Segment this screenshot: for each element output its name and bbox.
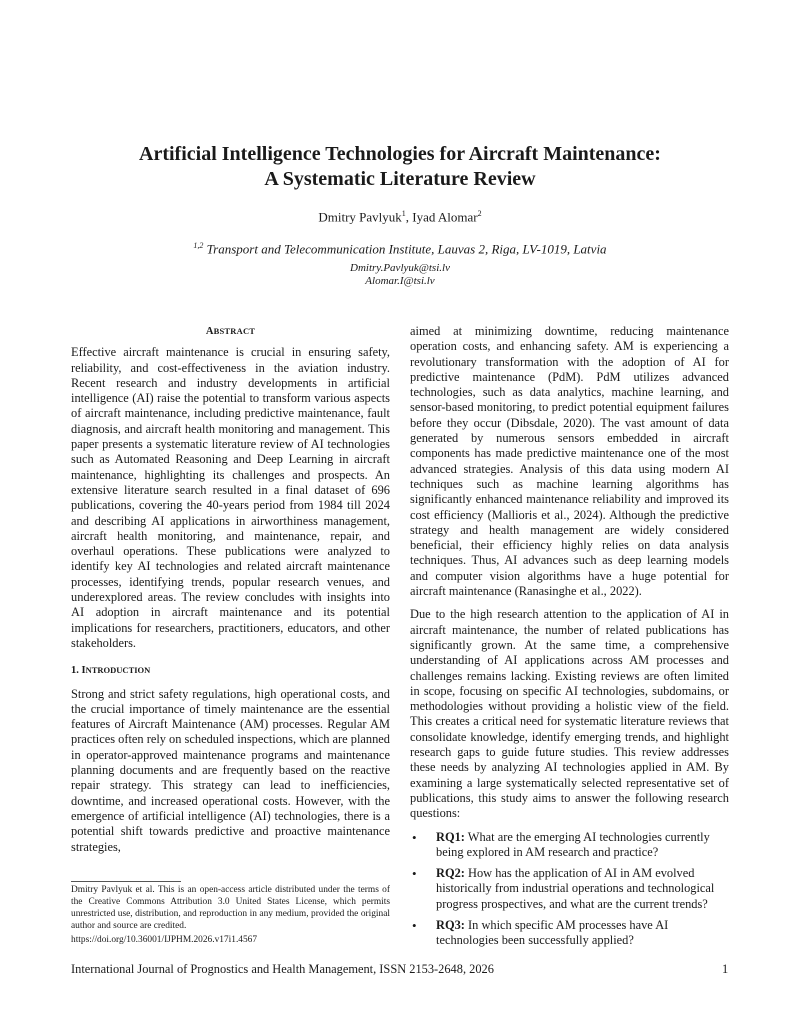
affiliation-marks: 1,2 <box>193 241 204 250</box>
bullet-icon: • <box>412 917 417 933</box>
footnote-divider <box>71 881 181 882</box>
research-question-2 <box>410 866 729 912</box>
page-number: 1 <box>722 962 729 976</box>
abstract-heading <box>71 324 390 339</box>
affiliation-text: Transport and Telecommunication Institute, Lauvas 2, Riga, LV-1019, Latvia <box>206 241 607 257</box>
email-2: Alomar.I@tsi.lv <box>365 275 435 287</box>
abstract-heading-rest: BSTRACT <box>213 326 256 336</box>
author-emails <box>0 262 800 288</box>
introduction-heading <box>71 663 390 678</box>
license-footnote: Dmitry Pavlyuk et al. This is an open-access article distributed under the terms of the Creative Commons Attribution 3.0 United States License, which permits unrestricted use, distribution, and reproduction in any medium, provided the original author and source are credited. <box>71 885 390 931</box>
title-line-1: Artificial Intelligence Technologies for Aircraft Maintenance: <box>139 143 661 165</box>
rq-label: RQ3: <box>436 917 465 932</box>
rq-text: In which specific AM processes have AI technologies been successfully applied? <box>436 917 669 948</box>
doi-link[interactable]: https://doi.org/10.36001/IJPHM.2026.v17i1.4567 <box>71 935 258 945</box>
intro-paragraph-2: Due to the high research attention to the application of AI in aircraft maintenance, the number of related publications has significantly grown. At the same time, a comprehensive understanding of AI applications across AM processes and challenges remains lacking. Existing reviews are often limited in scope, focusing on specific AI technologies, subdomains, or methodologies without providing a holistic view of the field. This creates a critical need for systematic literature reviews that consolidate knowledge, identify emerging trends, and highlight research gaps to guide future studies. This review addresses these needs by analyzing AI technologies applied in AM. By examining a large systematically selected representative set of publications, this study aims to answer the following research questions: <box>410 607 729 821</box>
author-2: Iyad Alomar <box>412 209 478 225</box>
rq-text: How has the application of AI in AM evolved historically from industrial operations and technological progress prospectives, and what are the current trends? <box>436 866 715 911</box>
rq-label: RQ1: <box>436 829 465 844</box>
research-question-3 <box>410 918 729 949</box>
author-separator: , <box>405 209 413 225</box>
abstract-text: Effective aircraft maintenance is crucial in ensuring safety, reliability, and cost-effectiveness in the aviation industry. Recent research and industry developments in artificial intelligence (AI) raise the potential to transform various aspects of aircraft maintenance, including predictive maintenance, fault diagnosis, and aircraft health monitoring and management. This paper presents a systematic literature review of AI technologies such as Automated Reasoning and Deep Learning in aircraft maintenance, highlighting its challenges and prospects. An extensive literature search resulted in a final dataset of 696 publications, covering the 40-years period from 1984 till 2024 and describing AI applications in airworthiness management, aircraft health monitoring, and maintenance, repair, and overhaul operations. These publications were analyzed to identify key AI technologies and related aircraft maintenance processes, identifying trends, popular research venues, and underexplored areas. The review concludes with insights into AI adoption in aircraft maintenance and its potential implications for researchers, practitioners, educators, and other stakeholders. <box>71 345 390 650</box>
rq-text: What are the emerging AI technologies currently being explored in AM research and practice? <box>436 829 710 859</box>
research-question-1 <box>410 830 729 861</box>
introduction-heading-num: 1. I <box>71 665 86 677</box>
introduction-heading-rest: NTRODUCTION <box>85 665 151 676</box>
author-2-affil-mark: 2 <box>477 209 482 218</box>
intro-paragraph-1-continued: aimed at minimizing downtime, reducing maintenance operation costs, and enhancing safety. AM is experiencing a revolutionary transformation with the adoption of AI for predictive maintenance (PdM). PdM utilizes advanced technologies, such as data analytics, machine learning, and sensor-based monitoring, to predict potential equipment failures before they occur (Dibsdale, 2020). The vast amount of data generated by numerous sensors embedded in aircraft components has made predictive maintenance one of the most advanced strategies. Analysis of this data using modern AI techniques such as machine learning algorithms has significantly enhanced maintenance reliability and improved its cost efficiency (Mallioris et al., 2024). Although the predictive strategy and health management are widely considered beneficial, their efficiency highly relies on data analysis techniques. Thus, AI advances such as deep learning models and computer vision algorithms have a huge potential for aircraft maintenance (Ranasinghe et al., 2022). <box>410 324 729 599</box>
affiliation <box>0 241 800 257</box>
paper-title <box>60 142 740 192</box>
intro-paragraph-1: Strong and strict safety regulations, high operational costs, and the crucial importance of timely maintenance are the essential features of Aircraft Maintenance (AM) processes. Regular AM practices often rely on scheduled inspections, which are planned in operator-approved maintenance programs and maintenance planning documents and are frequently based on the reactive repair strategy. This strategy can lead to inefficiencies, downtime, and increased operational costs. However, with the emergence of artificial intelligence (AI) technologies, there is a potential shift towards predictive and proactive maintenance strategies, <box>71 686 390 854</box>
title-line-2: A Systematic Literature Review <box>264 168 536 190</box>
author-1: Dmitry Pavlyuk <box>318 209 402 225</box>
bullet-icon: • <box>412 866 417 882</box>
rq-label: RQ2: <box>436 866 465 881</box>
author-1-affil-mark: 1 <box>401 209 406 218</box>
abstract-heading-initial: A <box>205 326 214 337</box>
journal-footer: International Journal of Prognostics and Health Management, ISSN 2153-2648, 2026 <box>71 962 494 976</box>
research-questions-list <box>410 830 729 949</box>
bullet-icon: • <box>412 829 417 845</box>
email-1: Dmitry.Pavlyuk@tsi.lv <box>350 262 450 274</box>
right-column <box>410 324 729 955</box>
left-column <box>71 324 390 863</box>
author-list <box>0 209 800 225</box>
